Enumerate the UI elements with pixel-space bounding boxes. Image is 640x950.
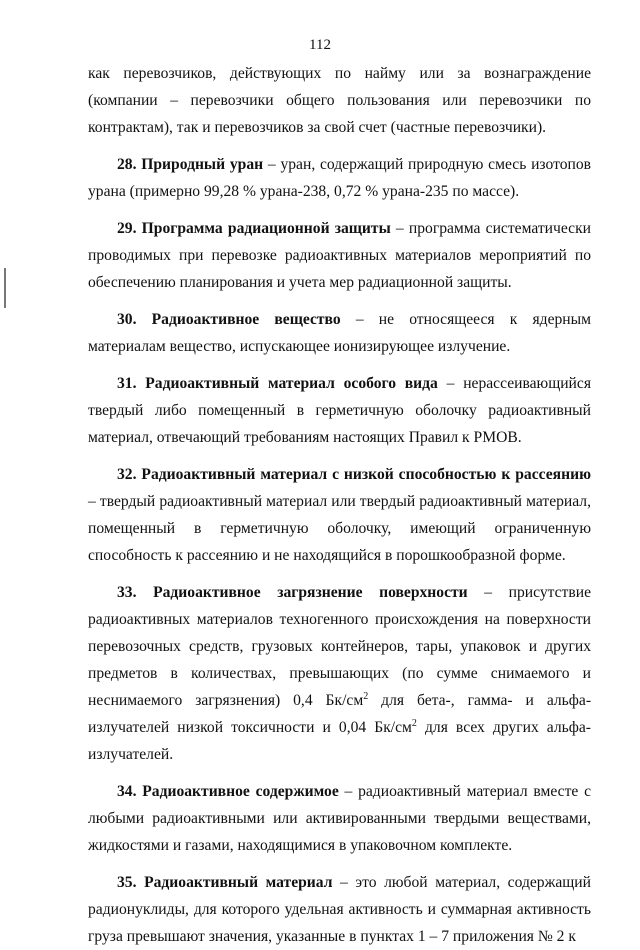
definition-34 (88, 778, 591, 859)
definition-35 (88, 869, 591, 950)
definition-text: – радиоактивный материал вместе с любыми радиоактивными или активированными твердыми веществами, жидкостями и газами, находящимися в упаковочном комплекте. (88, 783, 591, 854)
term: 33. Радиоактивное загрязнение поверхности (117, 584, 468, 601)
definition-text: – не относящееся к ядерным материалам вещество, испускающее ионизирующее излучение. (88, 311, 591, 355)
document-body (88, 60, 591, 950)
term: 30. Радиоактивное вещество (117, 311, 341, 328)
definition-text: – присутствие радиоактивных материалов техногенного происхождения на поверхности перевозочных средств, грузовых контейнеров, тары, упаковок и других предметов в количествах, превышающих (по сумме снимаемого и неснимаемого загрязнения) 0,4 Бк/см (88, 584, 591, 709)
definition-text: – уран, содержащий природную смесь изотопов урана (примерно 99,28 % урана-238, 0,72 % урана-235 по массе). (88, 156, 591, 200)
definition-text: для всех других альфа-излучателей. (88, 719, 591, 763)
definition-text: – нерассеивающийся твердый либо помещенный в герметичную оболочку радиоактивный материал, отвечающий требованиям настоящих Правил к РМОВ. (88, 375, 591, 446)
superscript: 2 (411, 718, 417, 729)
definition-33 (88, 579, 591, 768)
term: 35. Радиоактивный материал (117, 874, 333, 891)
definition-text: – программа систематически проводимых при перевозке радиоактивных материалов мероприятий по обеспечению планирования и учета мер радиационной защиты. (88, 220, 591, 291)
superscript: 2 (363, 691, 369, 702)
definition-text: для бета-, гамма- и альфа-излучателей низкой токсичности и 0,04 Бк/см (88, 692, 592, 736)
definition-28 (88, 151, 591, 205)
paragraph-continuation: как перевозчиков, действующих по найму или за вознаграждение (компании – перевозчики общего пользования или перевозчики по контрактам), так и перевозчиков за свой счет (частные перевозчики). (88, 65, 591, 136)
term: 34. Радиоактивное содержимое (117, 783, 339, 800)
term: 32. Радиоактивный материал с низкой способностью к рассеянию (117, 466, 591, 483)
definition-text: – это любой материал, содержащий радионуклиды, для которого удельная активность и суммарная активность груза превышают значения, указанные в пунктах 1 – 7 приложения № 2 к (88, 874, 591, 945)
definition-31 (88, 370, 591, 451)
term: 31. Радиоактивный материал особого вида (117, 375, 438, 392)
term: 28. Природный уран (117, 156, 264, 173)
scan-margin-mark (4, 268, 6, 308)
page-number: 112 (309, 37, 331, 53)
definition-32 (88, 461, 591, 569)
definition-30 (88, 306, 591, 360)
definition-29 (88, 215, 591, 296)
term: 29. Программа радиационной защиты (117, 220, 391, 237)
definition-text: – твердый радиоактивный материал или твердый радиоактивный материал, помещенный в герметичную оболочку, имеющий ограниченную способность к рассеянию и не находящийся в порошкообразной форме. (88, 493, 591, 564)
